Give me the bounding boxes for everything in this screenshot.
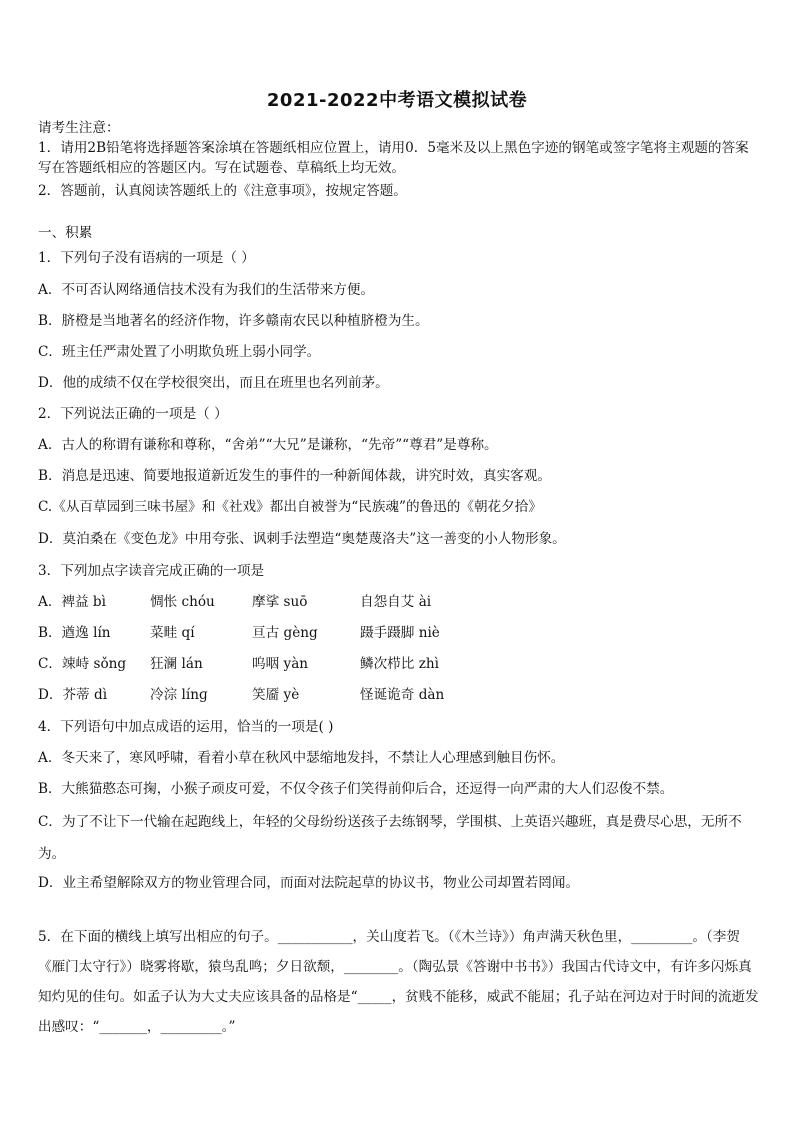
question-1-option-d: D．他的成绩不仅在学校很突出，而且在班里也名列前茅。	[38, 375, 389, 391]
option-term: A．裨益 bì	[38, 594, 106, 610]
question-3-option-row	[38, 686, 480, 704]
option-term: 自怨自艾 ài	[360, 594, 432, 610]
option-term: 冷淙 línɡ	[150, 687, 208, 703]
question-2-option-d: D．莫泊桑在《变色龙》中用夸张、讽刺手法塑造“奥楚蔑洛夫”这一善变的小人物形象。	[38, 531, 566, 547]
option-term: 怪诞诡奇 dàn	[360, 687, 445, 703]
option-term: C．竦峙 sǒng	[38, 656, 127, 672]
section-heading: 一、积累	[38, 225, 93, 241]
option-term: 蹑手蹑脚 niè	[360, 625, 440, 641]
question-4-option-d: D．业主希望解除双方的物业管理合同，而面对法院起草的协议书，物业公司却置若罔闻。	[38, 875, 580, 891]
question-1-option-a: A．不可否认网络通信技术没有为我们的生活带来方便。	[38, 282, 375, 298]
option-term: 鳞次栉比 zhì	[360, 656, 439, 672]
option-term: 亘古 gèng	[252, 625, 318, 641]
notice-heading: 请考生注意：	[38, 120, 120, 136]
question-1-stem: 1．下列句子没有语病的一项是（ ）	[38, 250, 255, 266]
question-1-option-c: C．班主任严肃处置了小明欺负班上弱小同学。	[38, 344, 321, 360]
option-term: B．遒逸 lín	[38, 625, 111, 641]
question-4-option-b: B．大熊猫憨态可掬，小猴子顽皮可爱，不仅令孩子们笑得前仰后合，还逗得一向严肃的大人们忍俊不禁。	[38, 781, 674, 797]
question-4-option-a: A．冬天来了，寒风呼啸，看着小草在秋风中瑟缩地发抖，不禁让人心理感到触目伤怀。	[38, 750, 565, 766]
option-term: 菜畦 qí	[150, 625, 195, 641]
question-3-option-row	[38, 655, 480, 673]
question-3-stem: 3．下列加点字读音完成正确的一项是	[38, 563, 265, 579]
question-4-option-c: C．为了不让下一代输在起跑线上，年轻的父母纷纷送孩子去练钢琴，学围棋、上英语兴趣班，真是费尽心思，无所不为。	[38, 814, 742, 862]
question-2-option-a: A．古人的称谓有谦称和尊称，“舍弟”“大兄”是谦称，“先帝”“尊君”是尊称。	[38, 437, 498, 453]
option-term: 惆怅 chóu	[150, 594, 215, 610]
notice-item-1: 1．请用2B铅笔将选择题答案涂填在答题纸相应位置上，请用0．5毫米及以上黑色字迹的钢笔或签字笔将主观题的答案写在答题纸相应的答题区内。写在试题卷、草稿纸上均无效。	[38, 140, 749, 176]
question-5-text: 5．在下面的横线上填写出相应的句子。___________，关山度若飞。（《木兰诗》）角声满天秋色里，_________。（李贺《雁门太守行》）晓雾将歇，猿鸟乱鸣；夕日欲颓，________。（陶弘景《答谢中书书》）我国古代诗文中，有许多闪烁真知灼见的佳句。如孟子认为大丈夫应该具备的品格是“_____，贫贱不能移，威武不能屈；孔子站在河边对于时间的流逝发出感叹：“_______，_________。”	[38, 929, 759, 1035]
question-2-option-b: B．消息是迅速、简要地报道新近发生的事件的一种新闻体裁，讲究时效，真实客观。	[38, 468, 551, 484]
question-2-stem: 2．下列说法正确的一项是（ ）	[38, 406, 228, 422]
option-term: 呜咽 yàn	[252, 656, 309, 672]
option-term: 狂澜 lán	[150, 656, 203, 672]
option-term: D．芥蒂 dì	[38, 687, 108, 703]
question-2-option-c: C.《从百草园到三味书屋》和《社戏》都出自被誉为“民族魂”的鲁迅的《朝花夕拾》	[38, 499, 542, 515]
question-1-option-b: B．脐橙是当地著名的经济作物，许多赣南农民以种植脐橙为生。	[38, 313, 429, 329]
question-3-option-row	[38, 593, 480, 611]
question-4-stem: 4．下列语句中加点成语的运用，恰当的一项是( )	[38, 719, 334, 735]
option-term: 笑靥 yè	[252, 687, 300, 703]
page-title: 2021-2022中考语文模拟试卷	[266, 90, 528, 111]
option-term: 摩挲 suō	[252, 594, 308, 610]
notice-item-2: 2．答题前，认真阅读答题纸上的《注意事项》，按规定答题。	[38, 183, 407, 199]
question-3-option-row	[38, 624, 480, 642]
